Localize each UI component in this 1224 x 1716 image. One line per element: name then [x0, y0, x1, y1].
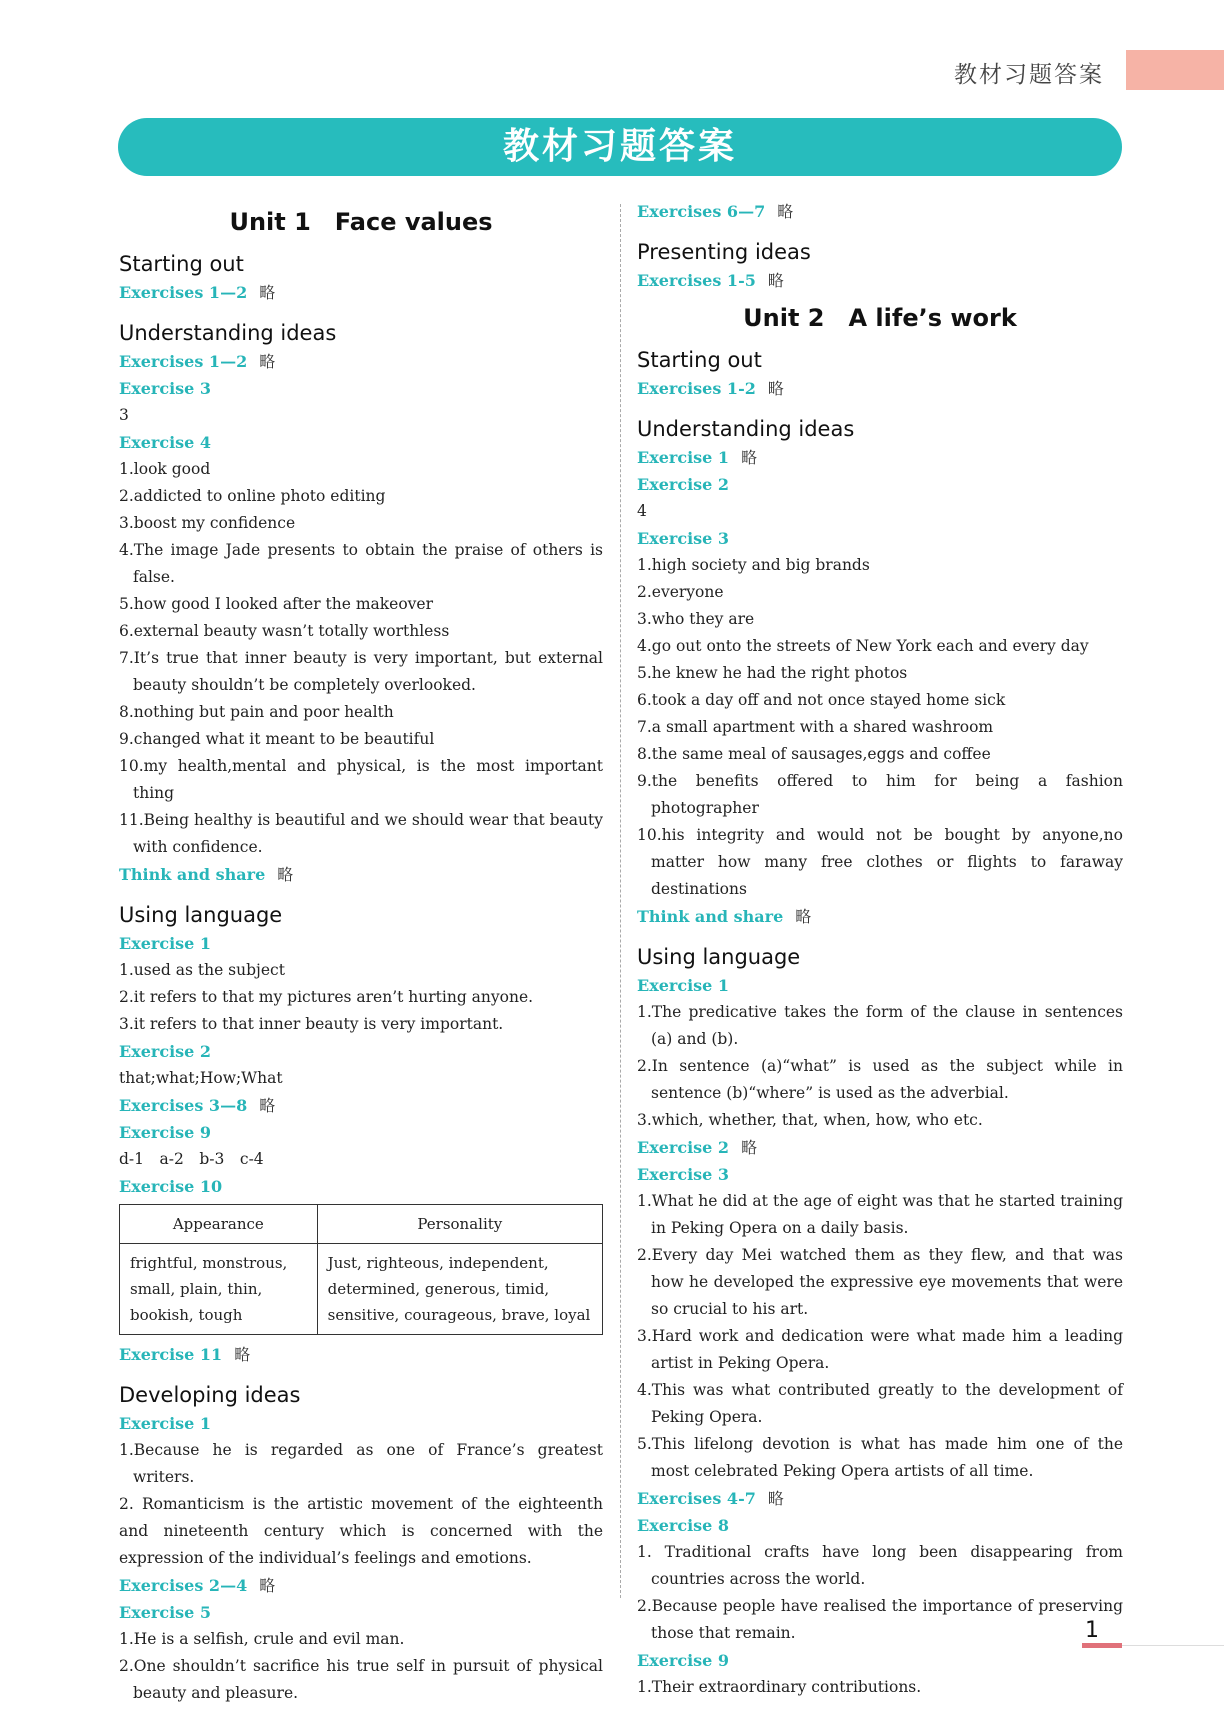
exercise-label: Exercise 2 略	[637, 1138, 758, 1157]
answer-line: 9.changed what it meant to be beautiful	[119, 730, 435, 748]
table-header: Appearance	[120, 1205, 318, 1244]
answer-line: 3.Hard work and dedication were what made him a leading artist in Peking Opera.	[637, 1327, 1123, 1372]
exercise-label: Exercises 2—4 略	[119, 1576, 276, 1595]
section-title: Developing ideas	[119, 1383, 301, 1407]
answer-line: 2.Because people have realised the importance of preserving those that remain.	[637, 1597, 1123, 1642]
answer-line: 2.Every day Mei watched them as they flew, and that was how he developed the expressive eye movements that were so crucial to his art.	[637, 1246, 1123, 1318]
answer-line: 6.external beauty wasn’t totally worthless	[119, 622, 450, 640]
answer-line: 2.In sentence (a)“what” is used as the subject while in sentence (b)“where” is used as the adverbial.	[637, 1057, 1123, 1102]
answer-line: 5.This lifelong devotion is what has made him one of the most celebrated Peking Opera artists of all time.	[637, 1435, 1123, 1480]
section-title: Using language	[119, 903, 283, 927]
header-label: 教材习题答案	[954, 62, 1104, 88]
section-title: Presenting ideas	[637, 240, 811, 264]
exercise-label: Exercise 1 略	[637, 448, 758, 467]
exercise-label: Exercise 4	[119, 433, 212, 452]
exercise-label: Exercises 4-7 略	[637, 1489, 784, 1508]
answer-line: 7.a small apartment with a shared washroom	[637, 718, 994, 736]
exercise-label: Exercise 3	[119, 379, 212, 398]
table-cell: Just, righteous, independent, determined, generous, timid, sensitive, courageous, brave, loyal	[317, 1244, 602, 1335]
answer-line: 3.it refers to that inner beauty is very important.	[119, 1015, 504, 1033]
answer-line: 5.how good I looked after the makeover	[119, 595, 434, 613]
answer-line: 10.my health,mental and physical, is the most important thing	[119, 757, 603, 802]
section-title: Understanding ideas	[637, 417, 855, 441]
answer-line: 2.everyone	[637, 583, 724, 601]
answer-line: 6.took a day off and not once stayed home sick	[637, 691, 1006, 709]
answer-line: 5.he knew he had the right photos	[637, 664, 908, 682]
exercise-label: Exercise 11 略	[119, 1345, 251, 1364]
unit-title: Unit 1 Face values	[229, 208, 493, 236]
exercise-label: Exercise 10	[119, 1177, 223, 1196]
answer-line: that;what;How;What	[119, 1069, 283, 1087]
answer-line: 8.nothing but pain and poor health	[119, 703, 394, 721]
answer-line: 3.who they are	[637, 610, 755, 628]
answer-line: 4.This was what contributed greatly to the development of Peking Opera.	[637, 1381, 1123, 1426]
answer-line: 11.Being healthy is beautiful and we should wear that beauty with confidence.	[119, 811, 603, 856]
answer-line: 1.What he did at the age of eight was that he started training in Peking Opera on a daily basis.	[637, 1192, 1123, 1237]
answer-line: 3.boost my confidence	[119, 514, 296, 532]
answer-line: 2.One shouldn’t sacrifice his true self in pursuit of physical beauty and pleasure.	[119, 1657, 603, 1702]
exercise-label: Exercise 3	[637, 1165, 730, 1184]
exercise-label: Exercise 2	[119, 1042, 212, 1061]
answer-line: 1.used as the subject	[119, 961, 285, 979]
page-banner: 教材习题答案	[118, 118, 1122, 176]
answer-line: d-1 a-2 b-3 c-4	[119, 1150, 264, 1168]
exercise-label: Exercises 3—8 略	[119, 1096, 276, 1115]
exercise-label: Exercise 8	[637, 1516, 730, 1535]
page-number: 1	[1085, 1618, 1099, 1643]
answer-line: 2.it refers to that my pictures aren’t hurting anyone.	[119, 988, 534, 1006]
section-title: Starting out	[637, 348, 762, 372]
exercise-label: Think and share 略	[637, 907, 812, 926]
answer-line: 10.his integrity and would not be bought by anyone,no matter how many free clothes or flights to faraway destinations	[637, 826, 1123, 898]
answer-line: 3.which, whether, that, when, how, who etc.	[637, 1111, 983, 1129]
answer-line: 4	[637, 502, 647, 520]
answer-line: 1.high society and big brands	[637, 556, 870, 574]
left-column	[119, 198, 603, 1707]
exercise-label: Exercise 9	[119, 1123, 212, 1142]
table-cell: frightful, monstrous, small, plain, thin, bookish, tough	[120, 1244, 318, 1335]
section-title: Using language	[637, 945, 801, 969]
answer-table	[119, 1204, 603, 1335]
section-title: Understanding ideas	[119, 321, 337, 345]
answer-line: 8.the same meal of sausages,eggs and coffee	[637, 745, 991, 763]
exercise-label: Exercise 5	[119, 1603, 212, 1622]
header-tab-decoration	[1126, 50, 1224, 90]
exercise-label: Exercise 9	[637, 1651, 730, 1670]
answer-line: 4.go out onto the streets of New York each and every day	[637, 637, 1089, 655]
answer-line: 7.It’s true that inner beauty is very important, but external beauty shouldn’t be completely overlooked.	[119, 649, 603, 694]
right-column	[637, 198, 1123, 1701]
exercise-label: Exercises 1-2 略	[637, 379, 784, 398]
answer-line: 1.Their extraordinary contributions.	[637, 1678, 922, 1696]
exercise-label: Think and share 略	[119, 865, 294, 884]
exercise-label: Exercises 6—7 略	[637, 202, 794, 221]
column-divider	[620, 204, 621, 1598]
exercise-label: Exercises 1—2 略	[119, 283, 276, 302]
footer-rule	[1122, 1645, 1224, 1646]
answer-line: 2. Romanticism is the artistic movement of the eighteenth and nineteenth century which is concerned with the expression of the individual’s feelings and emotions.	[119, 1495, 603, 1567]
exercise-label: Exercises 1—2 略	[119, 352, 276, 371]
page-number-underline	[1082, 1643, 1122, 1648]
exercise-label: Exercise 3	[637, 529, 730, 548]
section-title: Starting out	[119, 252, 244, 276]
unit-title: Unit 2 A life’s work	[743, 304, 1017, 332]
answer-line: 1.Because he is regarded as one of France’s greatest writers.	[119, 1441, 603, 1486]
answer-line: 3	[119, 406, 129, 424]
answer-line: 4.The image Jade presents to obtain the praise of others is false.	[119, 541, 603, 586]
table-header: Personality	[317, 1205, 602, 1244]
exercise-label: Exercise 1	[637, 976, 730, 995]
answer-line: 2.addicted to online photo editing	[119, 487, 386, 505]
answer-line: 1.look good	[119, 460, 211, 478]
answer-line: 1. Traditional crafts have long been disappearing from countries across the world.	[637, 1543, 1123, 1588]
exercise-label: Exercise 2	[637, 475, 730, 494]
exercise-label: Exercise 1	[119, 1414, 212, 1433]
answer-line: 1.He is a selfish, crule and evil man.	[119, 1630, 405, 1648]
exercise-label: Exercise 1	[119, 934, 212, 953]
answer-line: 1.The predicative takes the form of the clause in sentences (a) and (b).	[637, 1003, 1123, 1048]
answer-line: 9.the benefits offered to him for being a fashion photographer	[637, 772, 1123, 817]
exercise-label: Exercises 1-5 略	[637, 271, 784, 290]
